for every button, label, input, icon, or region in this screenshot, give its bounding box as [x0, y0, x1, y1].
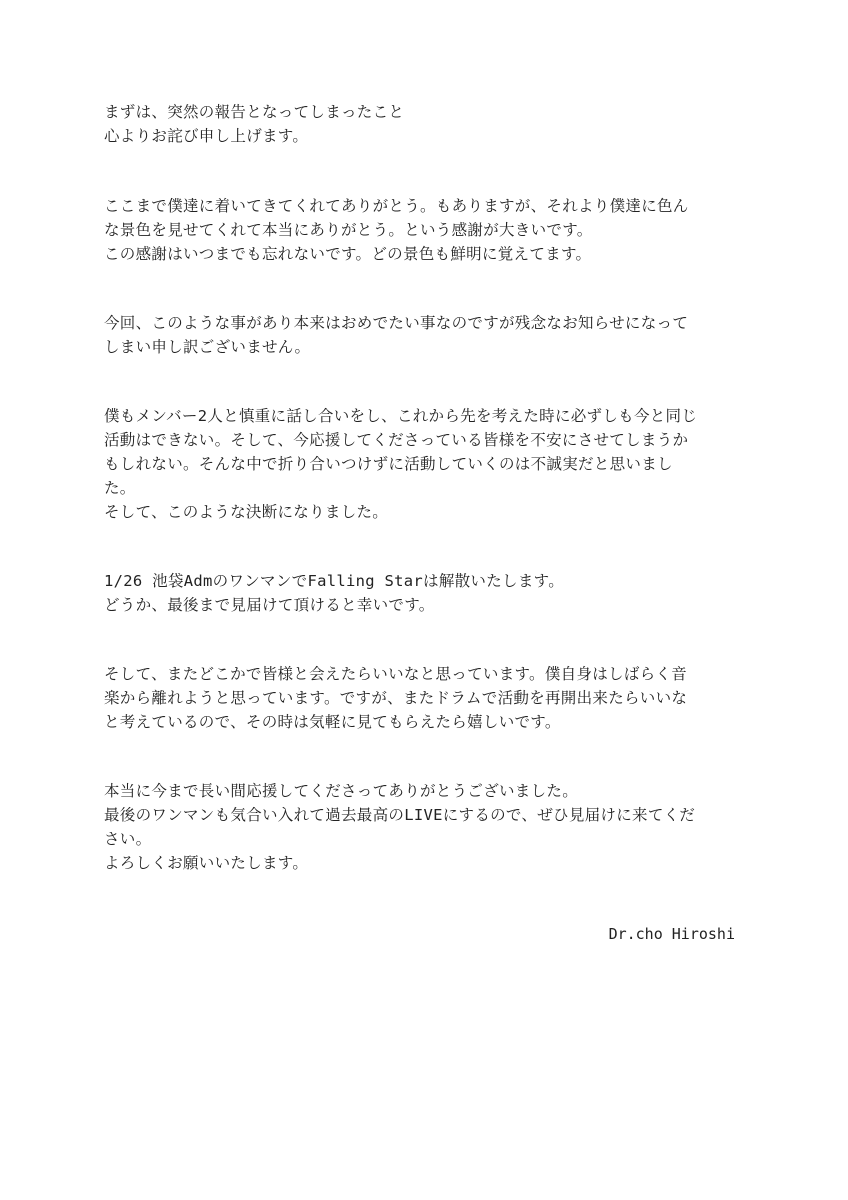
text-line: この感謝はいつまでも忘れないです。どの景色も鮮明に覚えてます。 — [104, 245, 592, 263]
paragraph-announcement — [104, 569, 744, 617]
paragraph-decision — [104, 404, 744, 524]
text-line: そして、このような決断になりました。 — [104, 503, 389, 521]
text-line: もしれない。そんな中で折り合いつけずに活動していくのは不誠実だと思いまし — [104, 455, 673, 473]
text-line: 心よりお詫び申し上げます。 — [104, 127, 309, 145]
text-line: どうか、最後まで見届けて頂けると幸いです。 — [104, 596, 435, 614]
text-line: ここまで僕達に着いてきてくれてありがとう。もありますが、それより僕達に色ん — [104, 197, 689, 215]
text-line: と考えているので、その時は気軽に見てもらえたら嬉しいです。 — [104, 713, 561, 731]
paragraph-closing — [104, 779, 744, 875]
text-line: 活動はできない。そして、今応援してくださっている皆様を不安にさせてしまうか — [104, 431, 689, 449]
text-line: 今回、このような事があり本来はおめでたい事なのですが残念なお知らせになって — [104, 314, 689, 332]
letter-body — [104, 100, 744, 875]
text-line: た。 — [104, 479, 136, 497]
text-line: よろしくお願いいたします。 — [104, 854, 309, 872]
paragraph-future — [104, 662, 744, 734]
paragraph-apology — [104, 100, 744, 148]
text-line: 本当に今まで長い間応援してくださってありがとうございました。 — [104, 782, 579, 800]
paragraph-gratitude — [104, 194, 744, 266]
signature: Dr.cho Hiroshi — [608, 925, 735, 943]
text-line: 楽から離れようと思っています。ですが、またドラムで活動を再開出来たらいいな — [104, 689, 688, 707]
text-line: そして、またどこかで皆様と会えたらいいなと思っています。僕自身はしばらく音 — [104, 665, 688, 683]
text-line: まずは、突然の報告となってしまったこと — [104, 103, 405, 121]
text-line: しまい申し訳ございません。 — [104, 338, 311, 356]
text-line: な景色を見せてくれて本当にありがとう。という感謝が大きいです。 — [104, 221, 593, 239]
text-line: 1/26 池袋AdmのワンマンでFalling Starは解散いたします。 — [104, 572, 564, 590]
paragraph-regret — [104, 311, 744, 359]
text-line: 僕もメンバー2人と慎重に話し合いをし、これから先を考えた時に必ずしも今と同じ — [104, 407, 698, 425]
text-line: さい。 — [104, 830, 152, 848]
text-line: 最後のワンマンも気合い入れて過去最高のLIVEにするので、ぜひ見届けに来てくだ — [104, 806, 696, 824]
